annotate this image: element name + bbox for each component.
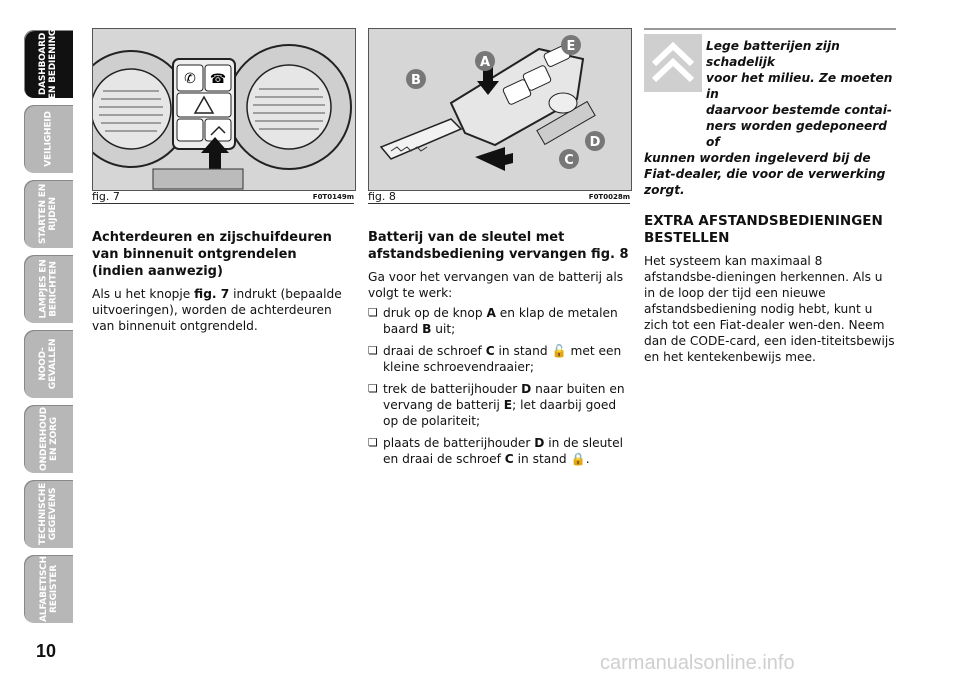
text: C: [504, 452, 514, 466]
section-heading: Batterij van de sleutel met afstandsbediening vervangen fig. 8: [368, 230, 629, 262]
section-tab[interactable]: [24, 255, 73, 323]
divider: [92, 203, 354, 204]
section-tab[interactable]: [24, 180, 73, 248]
paragraph: Het systeem kan maximaal 8 afstandsbe-dieningen herkennen. Als u in de loop der tijd een nieuwe afstandsbediening nodig hebt, kunt u zich tot een Fiat-dealer wen-den. Neem dan de CODE-card, een iden-titeitsbewijs en het kentekenbewijs mee.: [644, 254, 895, 364]
divider: [644, 28, 896, 30]
section-tab-label: TECHNISCHE GEGEVENS: [38, 482, 59, 546]
key-illustration: [369, 29, 631, 190]
note-line: voor het milieu. Ze moeten in: [706, 71, 893, 101]
note-line: Lege batterijen zijn schadelijk: [706, 39, 840, 69]
figure-8-key-battery: [368, 28, 632, 191]
section-tab[interactable]: [24, 30, 73, 98]
text: in de sleutel en draai de schroef: [383, 436, 623, 466]
text: B: [422, 322, 432, 336]
label-d: D: [589, 135, 601, 150]
section-tab-label: NOOD- GEVALLEN: [38, 338, 59, 390]
list-item: [368, 435, 630, 467]
text: en klap de metalen baard: [383, 306, 618, 336]
intro-paragraph: Ga voor het vervangen van de batterij als volgt te werk:: [368, 270, 624, 300]
divider: [368, 203, 630, 204]
text: druk op de knop: [383, 306, 487, 320]
text: E: [503, 398, 513, 412]
note-line: ners worden gedeponeerd of: [706, 119, 888, 149]
svg-text:☎: ☎: [209, 72, 227, 87]
steps-list: [368, 305, 630, 467]
note-line: daarvoor bestemde contai-: [706, 103, 892, 117]
text: A: [486, 306, 496, 320]
text: naar buiten en vervang de batterij: [383, 382, 625, 412]
section-heading: EXTRA AFSTANDSBEDIENINGEN BESTELLEN: [644, 213, 883, 246]
label-c: C: [564, 153, 574, 168]
dashboard-illustration: [93, 29, 355, 190]
figure-reference: fig. 7: [194, 287, 230, 301]
environment-note: [644, 28, 896, 197]
section-tab-label: VEILIGHEID: [43, 111, 54, 167]
section-tab-label: LAMPJES EN BERICHTEN: [38, 259, 59, 319]
figure-8-code: F0T0028m: [588, 193, 630, 201]
section-tab[interactable]: [24, 555, 73, 623]
section-tab-label: ONDERHOUD EN ZORG: [38, 407, 59, 471]
figure-7-dashboard-button: [92, 28, 356, 191]
column-3: [644, 213, 896, 365]
section-tab[interactable]: [24, 480, 73, 548]
figure-7-label: fig. 7: [92, 190, 120, 203]
text: in stand: [494, 344, 552, 358]
section-tab[interactable]: [24, 105, 73, 173]
text: .: [585, 452, 590, 466]
section-tab[interactable]: [24, 405, 73, 473]
list-item: [368, 343, 630, 375]
page-number: 10: [36, 641, 57, 661]
label-a: A: [479, 55, 491, 70]
text: in stand: [513, 452, 571, 466]
text: draai de schroef: [383, 344, 486, 358]
figure-8-label: fig. 8: [368, 190, 396, 203]
text: ; let daarbij goed op de polariteit;: [383, 398, 617, 428]
label-e: E: [566, 39, 576, 54]
unlock-icon: 🔓: [551, 344, 567, 358]
lock-icon: 🔒: [570, 452, 586, 466]
figure-7-code: F0T0149m: [312, 193, 354, 201]
text: trek de batterijhouder: [383, 382, 522, 396]
watermark: carmanualsonline.info: [600, 652, 795, 674]
figure-7-caption: [92, 190, 354, 203]
section-tab[interactable]: [24, 330, 73, 398]
note-line: kunnen worden ingeleverd bij de Fiat-dealer, die voor de verwerking zorgt.: [644, 151, 886, 197]
section-heading: Achterdeuren en zijschuifdeuren van binnenuit ontgrendelen (indien aanwezig): [92, 230, 332, 279]
column-2: [368, 229, 630, 473]
text: met een kleine schroevendraaier;: [383, 344, 622, 374]
label-b: B: [411, 73, 421, 88]
text: C: [485, 344, 495, 358]
text: uit;: [431, 322, 456, 336]
list-item: [368, 305, 630, 337]
figure-8-caption: [368, 190, 630, 203]
note-text: [644, 38, 896, 198]
paragraph: [92, 286, 352, 334]
text: D: [534, 436, 545, 450]
text: indrukt (bepaalde uitvoeringen), worden de achterdeuren van binnenuit ontgrendeld.: [92, 287, 342, 333]
list-item: [368, 381, 630, 429]
text: D: [521, 382, 532, 396]
svg-text:✆: ✆: [184, 71, 196, 87]
section-tab-label: DASHBOARD EN BEDIENING: [38, 28, 59, 100]
text: plaats de batterijhouder: [383, 436, 535, 450]
section-tab-label: STARTEN EN RIJDEN: [38, 183, 59, 245]
section-tab-label: ALFABETISCH REGISTER: [38, 556, 59, 622]
column-1: [92, 229, 352, 334]
text: Als u het knopje: [92, 287, 195, 301]
